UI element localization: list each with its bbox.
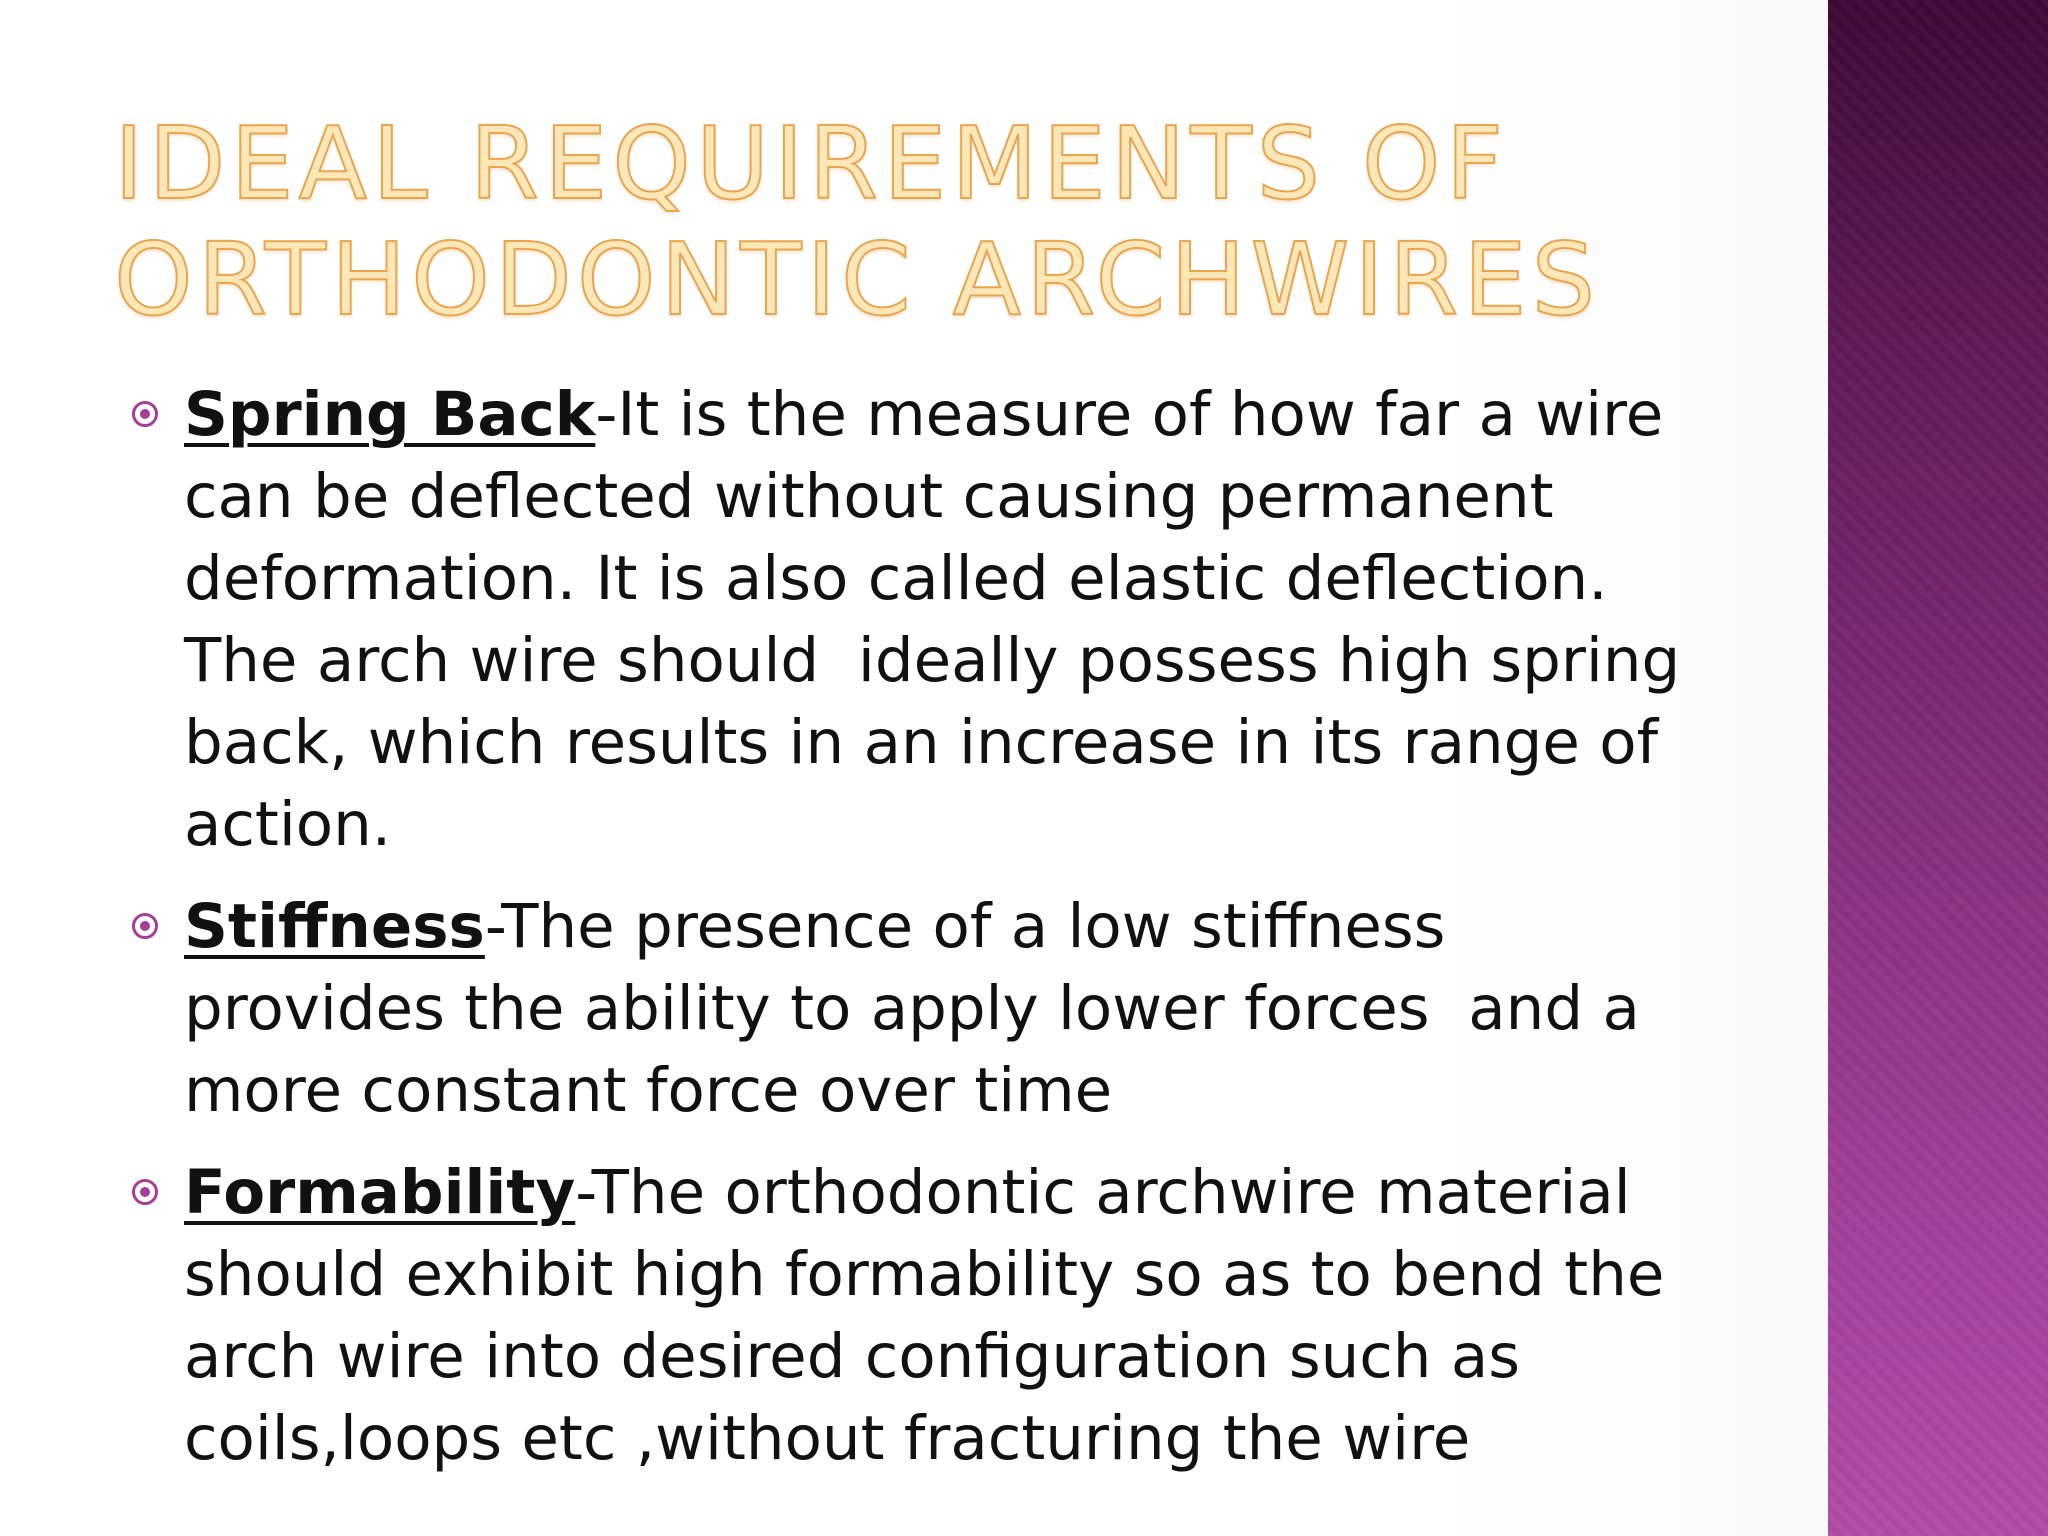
decorative-side-band <box>1828 0 2048 1536</box>
bullet-list <box>184 374 1704 1500</box>
bullet-term: Stiffness <box>184 891 485 962</box>
bullet-item-formability <box>184 1152 1704 1480</box>
bullet-text: -It is the measure of how far a wire can be deflected without causing permanent deformation. It is also called elastic deflection. The arch wire should ideally possess high spring back, which results in an increase in its range of action. <box>184 379 1700 860</box>
circled-dot-icon <box>132 913 158 939</box>
bullet-item-stiffness <box>184 886 1704 1132</box>
bullet-text: -The orthodontic archwire material should exhibit high formability so as to bend the arch wire into desired configuration such as coils,loops etc ,without fracturing the wire <box>184 1157 1684 1474</box>
bullet-item-spring-back <box>184 374 1704 866</box>
slide-title: IDEAL REQUIREMENTS OF ORTHODONTIC ARCHWIRES <box>114 105 1601 338</box>
bullet-term: Spring Back <box>184 379 596 450</box>
bullet-text: -The presence of a low stiffness provides the ability to apply lower forces and a more constant force over time <box>184 891 1660 1126</box>
bullet-term: Formability <box>184 1157 576 1228</box>
circled-dot-icon <box>132 1179 158 1205</box>
circled-dot-icon <box>132 401 158 427</box>
